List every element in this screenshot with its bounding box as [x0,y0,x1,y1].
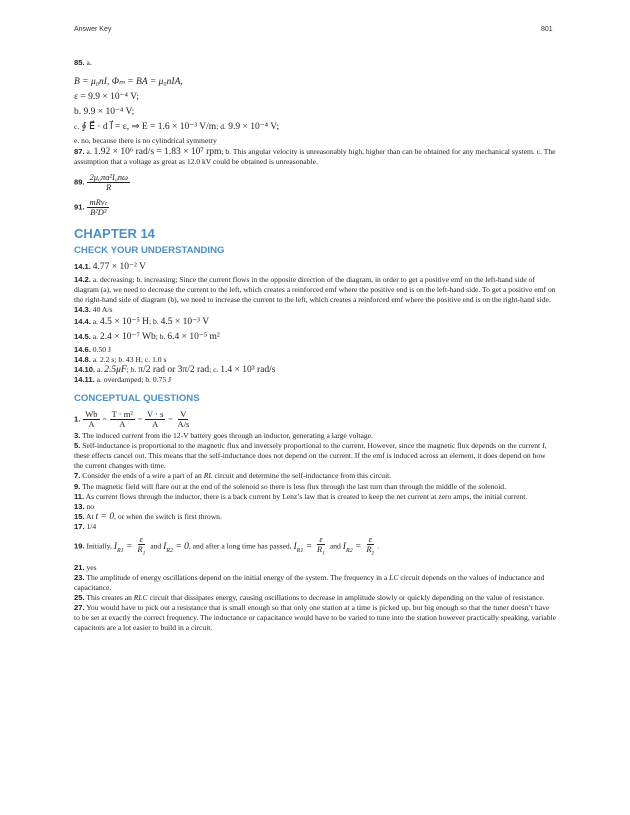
answer-cq-21 [74,563,556,573]
answer-text: The magnetic field will flare out at the end of the solenoid so there is less flux through the last turn than through the middle of the solenoid. [82,481,506,491]
answer-text: circuit and determine the self-inductance from this circuit. [212,471,392,481]
answer-cq-1: 1. $\frac{Wb}{A}$ = $\frac{\text{T · m²}}{A}$ = $\frac{V \cdot s}{A}$ = $\frac{V}{A/s}$ [74,409,190,430]
answer-number: 87. [74,146,85,156]
running-header: Answer Key [74,26,112,33]
integral-expression: ∮ E⃗ · d l⃗ = ε, ⇒ E = 1.6 × 10⁻³ V/m [81,122,217,133]
answer-cq-17 [74,522,556,532]
italic-symbol: RL [203,471,213,481]
answer-text: The amplitude of energy oscillations depend on the initial energy of the system. The frequency in a [86,572,390,582]
answer-14-11 [74,375,556,385]
fraction [110,410,135,429]
part-label: ; b. [149,317,159,327]
answer-85-e: e. no, because there is no cylindrical symmetry [74,136,217,146]
answer-text: a. 2.2 s; b. 43 H; c. 1.0 s [92,354,167,364]
answer-cq-27 [74,603,556,633]
fraction [175,410,191,429]
answer-text: This creates an [86,592,134,602]
answer-number: 23. [74,572,85,582]
answer-14-5 [74,332,556,342]
denominator: A [88,419,95,430]
numerator: T · m² [111,409,133,420]
answer-number: 17. [74,521,85,531]
math-value: 6.4 × 10⁻⁵ m² [167,331,220,342]
equation-85-1: B = μ₀nI, Φₘ = BA = μ₀nIA, [74,77,183,88]
part-label: ; c. [209,364,219,374]
equation-85-2: ε = 9.9 × 10⁻⁴ V; [74,92,140,103]
answer-number: 85. [74,58,85,67]
numerator: ε [319,534,323,544]
answer-14-3 [74,305,556,315]
answer-cq-25 [74,593,556,603]
answer-text: 1/4 [86,521,97,531]
fraction [364,535,376,559]
part-label: a. [92,317,99,327]
numerator: V [180,409,187,420]
answer-text: circuit depends on the values of inductance and capacitance. [74,572,545,592]
math-value: 4.5 × 10⁻³ V [160,317,210,328]
math-value: $I_{R2} = 0$ [163,541,189,554]
answer-cq-5 [74,441,556,471]
answer-87 [74,147,556,167]
answer-cq-11 [74,492,556,502]
answer-text: and [150,541,162,551]
math-value: 4.5 × 10⁻⁵ H [99,317,150,328]
answer-text: circuit that dissipates energy, causing oscillations to decrease in amplitude slowly or quickly depending on the value of resistance. [147,592,545,602]
part-label: ; b. [155,331,166,341]
denominator: $R_1$ [137,544,146,557]
answer-cq-13 [74,502,556,512]
math-value: 1.92 × 10⁶ rad/s = 1.83 × 10⁷ rpm [93,146,222,157]
italic-symbol: LC [389,572,399,582]
italic-symbol: RLC [133,592,148,602]
chapter-title: CHAPTER 14 [74,225,155,241]
answer-text: Initially, [86,541,112,551]
numerator: Wb [85,409,98,420]
fraction [145,410,165,429]
answer-number: 14.11. [74,374,95,384]
math-value: π/2 rad or 3π/2 rad [138,364,210,375]
numerator: ε [139,534,144,544]
math-value: $I_{R1}$ = [113,541,133,554]
answer-number: 25. [74,592,85,602]
answer-cq-15 [74,512,556,522]
answer-number: 1. [74,414,81,424]
equation-85-3: b. 9.9 × 10⁻⁴ V; [74,107,135,118]
answer-text: At [86,511,94,521]
answer-cq-7 [74,471,556,481]
answer-number: 21. [74,562,85,572]
numerator: ε [368,534,372,544]
math-value: $I_{R1}$ = [293,541,313,554]
answer-number: 14.4. [74,317,91,327]
section-title: CONCEPTUAL QUESTIONS [74,392,200,404]
answer-number: 5. [74,441,81,451]
answer-cq-3 [74,431,556,441]
math-value: t = 0 [95,511,115,522]
fraction [83,410,99,429]
answer-number: 3. [74,431,81,441]
denominator: $R_1$ [317,544,325,557]
answer-text: , and after a long time has passed, [188,541,292,551]
answer-14-8 [74,355,556,365]
numerator: mRvₜ [89,196,108,207]
answer-number: 14.1. [74,261,91,271]
part-label: ; d. [216,122,226,132]
denominator: R [106,181,112,192]
part-label: a. [86,146,92,156]
answer-text: a. overdamped; b. 0.75 J [96,374,172,384]
answer-14-1 [74,262,556,272]
answer-number: 11. [74,491,85,501]
answer-key-content [74,58,556,633]
answer-text: , these effects cancel out. This means that the self-inductance does not depend on the current. If the emf is induced across an element, it does depend on how the current changes with time. [74,441,547,471]
math-value: 4.77 × 10⁻² V [92,261,146,272]
answer-89 [74,173,556,192]
numerator: 2μ₀πa²I₀nω [89,171,129,182]
answer-text: Self-inductance is proportional to the magnetic flux and inversely proportional to the current. However, since the magnetic flux depends on the current [82,441,543,451]
answer-number: 9. [74,481,81,491]
part-label: a. [92,331,99,341]
math-value: 9.9 × 10⁻⁴ V; [228,122,280,133]
math-value: 2.5μF [104,364,127,375]
fraction [315,535,327,559]
answer-91 [74,198,556,217]
math-value: 2.4 × 10⁻⁷ Wb [99,331,156,342]
answer-text: and [329,541,341,551]
answer-14-6 [74,345,556,355]
answer-85 [74,58,556,68]
fraction [87,173,130,192]
answer-text: , or when the switch is first thrown. [114,511,222,521]
answer-text: no [86,501,95,511]
denominator: A [119,419,126,430]
answer-number: 15. [74,511,85,521]
answer-text: a. decreasing; b. increasing; Since the current flows in the opposite direction of the diagram, in order to get a positive emf on the left-hand side of diagram (a), we need to decrease the current to the left, which creates a reinforced emf where the positive end is on the left-hand side. To get a positive emf on the right-hand side of diagram (b), we need to increase the current to the left, which creates a reinforced emf where the positive end is on the right-hand side. [74,275,556,305]
answer-text: As current flows through the inductor, there is a back current by Lenz’s law that is created to keep the net current at zero amps, the initial current. [85,491,528,501]
answer-number: 89. [74,177,85,186]
answer-number: 7. [74,471,81,481]
numerator: V · s [147,409,164,420]
fraction [87,198,109,217]
answer-number: 19. [74,541,85,551]
answer-cq-19 [74,535,556,559]
answer-14-2 [74,275,556,305]
answer-number: 27. [74,603,85,613]
math-value: 1.4 × 10³ rad/s [220,364,276,375]
denominator: A [152,419,159,430]
part-label: ; b. [126,364,137,374]
answer-text: ; b. This angular velocity is unreasonably high, higher than can be obtained for any mechanical system. c. The assumption that a voltage as great as 12.0 kV could be obtained is unreasonable. [74,146,556,166]
answer-cq-9 [74,482,556,492]
answer-number: 14.10. [74,364,96,374]
answer-text: . [377,541,380,551]
part-label: c. [74,122,80,132]
answer-text: You would have to pick out a resistance that is small enough so that only one station at a time is picked up, but big enough so that the tuner doesn’t have to be set at exactly the correct frequency. The inductance or capacitance would have to be varied to tune into the station however practically speaking, variable capacitors are a lot easier to build in a circuit. [74,603,556,633]
answer-14-10 [74,365,556,375]
fraction [135,535,147,559]
answer-text: yes [86,562,97,572]
answer-number: 91. [74,202,85,211]
page-number: 801 [541,26,553,33]
denominator: A/s [177,419,190,430]
answer-number: 13. [74,501,85,511]
equation-85-4 [74,122,556,132]
answer-text: 0.50 J [92,344,111,354]
italic-symbol: I [542,441,545,451]
denominator: B²D² [90,206,107,217]
section-title: CHECK YOUR UNDERSTANDING [74,244,225,256]
part-label: a. [97,364,103,374]
answer-number: 14.2. [74,275,91,285]
answer-text: The induced current from the 12-V battery goes through an inductor, generating a large voltage. [82,431,373,441]
answer-text: Consider the ends of a wire a part of an [82,471,204,481]
part-label: a. [86,58,92,67]
answer-14-4 [74,317,556,327]
answer-number: 14.5. [74,331,91,341]
answer-number: 14.8. [74,354,91,364]
answer-number: 14.6. [74,344,91,354]
denominator: $R_2$ [366,544,375,557]
math-value: $I_{R2}$ = [342,541,362,554]
answer-text: 40 A/s [92,305,113,315]
answer-number: 14.3. [74,305,91,315]
answer-cq-23 [74,573,556,593]
